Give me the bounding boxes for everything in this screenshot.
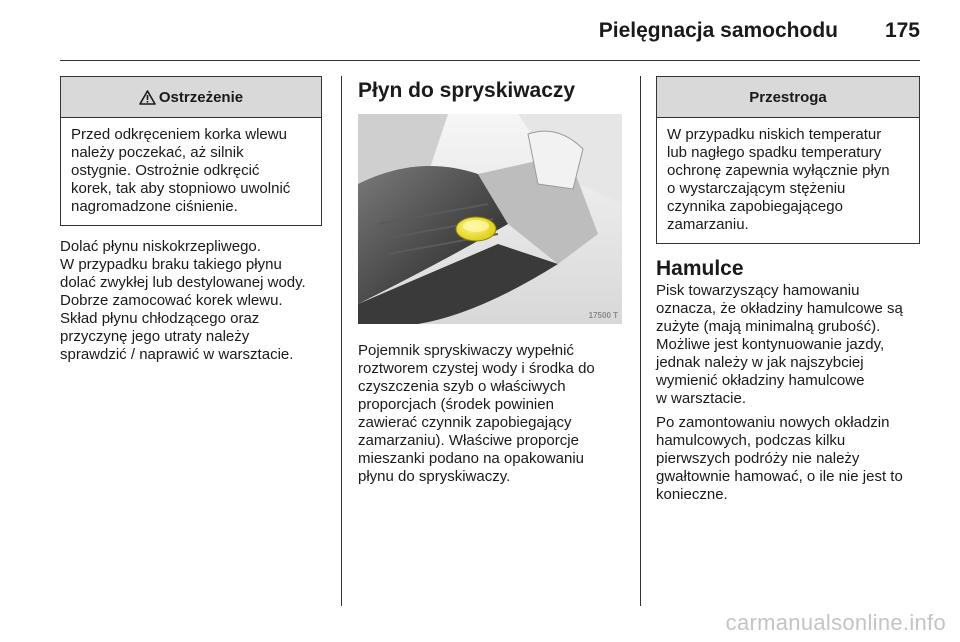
text-line: w warsztacie.: [656, 390, 747, 407]
text-line: należy poczekać, aż silnik: [71, 144, 244, 161]
brakes-paragraph-1: [656, 282, 920, 408]
text-line: korek, tak aby stopniowo uwolnić: [71, 180, 291, 197]
header-divider: [60, 60, 920, 61]
text-line: oznacza, że okładziny hamulcowe są: [656, 300, 903, 317]
text-line: zużyte (mają minimalną grubość).: [656, 318, 881, 335]
text-line: Skład płynu chłodzącego oraz: [60, 310, 260, 327]
text-line: Pojemnik spryskiwaczy wypełnić: [358, 342, 574, 359]
coolant-paragraph: [60, 238, 322, 364]
caution-text: [657, 118, 919, 243]
text-line: konieczne.: [656, 486, 728, 503]
washer-reservoir-photo: [358, 114, 622, 324]
text-line: płynu do spryskiwaczy.: [358, 468, 511, 485]
text-line: zamarzaniu.: [667, 216, 749, 233]
page-title: Pielęgnacja samochodu: [598, 19, 838, 42]
caution-box-header: [657, 77, 919, 118]
text-line: czynnika zapobiegającego: [667, 198, 843, 215]
brakes-heading: Hamulce: [656, 257, 744, 280]
text-line: jednak należy w jak najszybciej: [656, 354, 864, 371]
text-line: lub nagłego spadku temperatury: [667, 144, 882, 161]
text-line: hamulcowych, podczas kilku: [656, 432, 846, 449]
warning-box: [60, 76, 322, 226]
text-line: zamarzaniu). Właściwe proporcje: [358, 432, 579, 449]
warning-triangle-icon: [139, 90, 156, 105]
page-number: 175: [884, 19, 920, 42]
text-line: Po zamontowaniu nowych okładzin: [656, 414, 890, 431]
text-line: ostygnie. Ostrożnie odkręcić: [71, 162, 260, 179]
text-line: przyczynę jego utraty należy: [60, 328, 250, 345]
caution-box: [656, 76, 920, 244]
caution-title: Przestroga: [749, 88, 827, 106]
washer-paragraph: [358, 342, 624, 486]
watermark: carmanualsonline.info: [725, 610, 946, 635]
brakes-paragraph-2: [656, 414, 920, 504]
text-line: W przypadku niskich temperatur: [667, 126, 882, 143]
text-line: Możliwe jest kontynuowanie jazdy,: [656, 336, 885, 353]
warning-box-header: [61, 77, 321, 118]
text-line: sprawdzić / naprawić w warsztacie.: [60, 346, 294, 363]
text-line: zawierać czynnik zapobiegający: [358, 414, 572, 431]
text-line: czyszczenia szyb o właściwych: [358, 378, 566, 395]
text-line: o wystarczającym stężeniu: [667, 180, 846, 197]
text-line: mieszanki podano na opakowaniu: [358, 450, 584, 467]
text-line: proporcjach (środek powinien: [358, 396, 554, 413]
engine-bay-illustration: [358, 114, 622, 324]
text-line: gwałtownie hamować, o ile nie jest to: [656, 468, 903, 485]
text-line: ochronę zapewnia wyłącznie płyn: [667, 162, 890, 179]
page-header: [60, 0, 920, 62]
column-middle: [358, 76, 624, 486]
text-line: wymienić okładziny hamulcowe: [656, 372, 865, 389]
washer-heading: Płyn do spryskiwaczy: [358, 79, 576, 102]
column-divider-left: [341, 76, 342, 606]
column-divider-right: [640, 76, 641, 606]
text-line: W przypadku braku takiego płynu: [60, 256, 282, 273]
photo-code: 17500 T: [588, 311, 618, 320]
column-left: [60, 76, 322, 364]
text-line: dolać zwykłej lub destylowanej wody.: [60, 274, 306, 291]
column-right: [656, 76, 920, 504]
text-line: nagromadzone ciśnienie.: [71, 198, 238, 215]
text-line: Dolać płynu niskokrzepliwego.: [60, 238, 261, 255]
text-line: Dobrze zamocować korek wlewu.: [60, 292, 283, 309]
warning-text: [61, 118, 321, 225]
text-line: pierwszych podróży nie należy: [656, 450, 860, 467]
warning-title: Ostrzeżenie: [158, 88, 244, 106]
text-line: Przed odkręceniem korka wlewu: [71, 126, 287, 143]
text-line: roztworem czystej wody i środka do: [358, 360, 595, 377]
text-line: Pisk towarzyszący hamowaniu: [656, 282, 860, 299]
